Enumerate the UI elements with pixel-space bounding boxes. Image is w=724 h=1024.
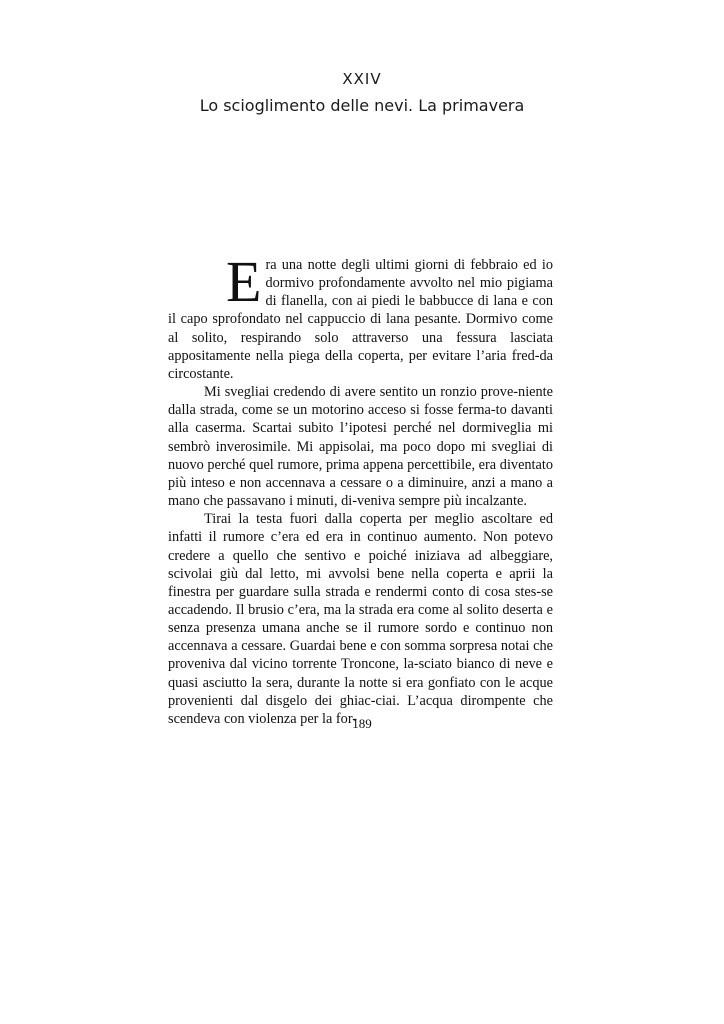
paragraph-1 <box>168 249 553 383</box>
chapter-body <box>168 249 553 728</box>
chapter-title: Lo scioglimento delle nevi. La primavera <box>199 96 525 115</box>
chapter-number: XXIV <box>342 70 382 88</box>
paragraph-3: Tirai la testa fuori dalla coperta per meglio ascoltare ed infatti il rumore c’era ed era in continuo aumento. Non potevo credere a quello che sentivo e poiché iniziava ad albeggiare, scivolai giù dal letto, mi avvolsi bene nella coperta e aprii la finestra per guardare sulla strada e rendermi conto di cosa stes-se accadendo. Il brusio c’era, ma la strada era come al solito deserta e senza presenza umana anche se il rumore sordo e continuo non accennava a cessare. Guardai bene e con somma sorpresa notai che proveniva dal vicino torrente Troncone, la-sciato bianco di neve e quasi asciutto la sera, durante la notte si era gonfiato con le acque provenienti dal disgelo dei ghiac-ciai. L’acqua dirompente che scendeva con violenza per la for- <box>168 511 553 727</box>
paragraph-2: Mi svegliai credendo di avere sentito un ronzio prove-niente dalla strada, come se un motorino acceso si fosse ferma-to davanti alla caserma. Scartai subito l’ipotesi perché nel dormiveglia mi sembrò inverosimile. Mi appisolai, ma poco dopo mi svegliai di nuovo perché quel rumore, prima appena percettibile, era diventato più inteso e non accennava a cessare o a diminuire, anzi a mano a mano che passavano i minuti, di-veniva sempre più incalzante. <box>168 384 553 510</box>
drop-cap: E <box>226 249 262 314</box>
paragraph-1-text: ra una notte degli ultimi giorni di febbraio ed io dormivo profondamente avvolto nel mio pigiama di flanella, con ai piedi le babbucce di lana e con il capo sprofondato nel cappuccio di lana pesante. Dormivo come al solito, respirando solo attraverso una fessura lasciata appositamente nella piega della coperta, per evitare l’aria fred-da circostante. <box>168 257 553 382</box>
page-number: 189 <box>352 716 372 731</box>
